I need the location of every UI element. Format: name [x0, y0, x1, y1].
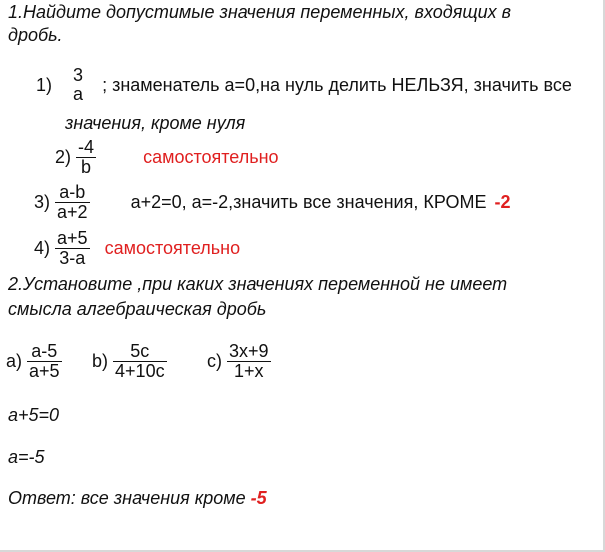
- solution-step-1: a+5=0: [8, 405, 60, 425]
- option-b-fraction: [113, 342, 167, 381]
- item2-note: самостоятельно: [143, 147, 279, 167]
- option-a-denominator: a+5: [29, 361, 60, 381]
- option-c-label: c): [207, 351, 222, 371]
- item3-denominator: a+2: [57, 202, 88, 222]
- option-c-fraction: [227, 342, 271, 381]
- item3-label: 3): [34, 192, 51, 212]
- item2-numerator: -4: [78, 137, 95, 157]
- task2-option-c: [207, 342, 271, 381]
- task2-title-line1: 2.Установите ,при каких значениях переменной не имеет: [8, 274, 508, 294]
- item4-numerator: a+5: [57, 228, 88, 248]
- item3-text: a+2=0, a=-2,значить все значения, КРОМЕ: [130, 192, 487, 212]
- task2-option-b: [92, 342, 167, 381]
- answer-text: Ответ: все значения кроме: [8, 488, 246, 508]
- option-a-fraction: [27, 342, 62, 381]
- solution-step-2: a=-5: [8, 447, 45, 467]
- item4-label: 4): [34, 238, 51, 258]
- option-c-numerator: 3x+9: [229, 341, 269, 361]
- item1-numerator: 3: [73, 65, 84, 85]
- option-b-label: b): [92, 351, 109, 371]
- item1-denominator: a: [73, 84, 84, 104]
- option-a-label: a): [6, 351, 23, 371]
- item1-label: 1): [36, 74, 53, 95]
- item3-fraction: [55, 183, 90, 222]
- item4-note: самостоятельно: [104, 238, 241, 258]
- task1-item3: [34, 183, 511, 222]
- answer-value: -5: [250, 488, 267, 508]
- item1-text: ; знаменатель а=0,на нуль делить НЕЛЬЗЯ, значить все: [102, 74, 572, 95]
- answer-line: [8, 488, 267, 509]
- item2-label: 2): [55, 147, 72, 167]
- option-b-denominator: 4+10c: [115, 361, 165, 381]
- item4-fraction: [55, 229, 90, 268]
- item2-denominator: b: [76, 157, 96, 177]
- option-c-denominator: 1+x: [227, 361, 271, 381]
- option-b-numerator: 5c: [130, 341, 150, 361]
- item3-numerator: a-b: [59, 182, 86, 202]
- item1-text-line2: значения, кроме нуля: [65, 113, 246, 133]
- task1-item2: [55, 138, 279, 177]
- item1-fraction: [71, 66, 85, 104]
- task1-title-line2: дробь.: [8, 25, 63, 45]
- item3-highlight: -2: [494, 192, 511, 212]
- task2-option-a: [6, 342, 62, 381]
- task1-item1: [36, 66, 572, 104]
- task1-title-line1: 1.Найдите допустимые значения переменных, входящих в: [8, 2, 512, 22]
- task2-title-line2: смысла алгебраическая дробь: [8, 299, 267, 319]
- task1-item4: [34, 229, 240, 268]
- option-a-numerator: a-5: [31, 341, 58, 361]
- item4-denominator: 3-a: [55, 248, 90, 268]
- item2-fraction: [76, 138, 96, 177]
